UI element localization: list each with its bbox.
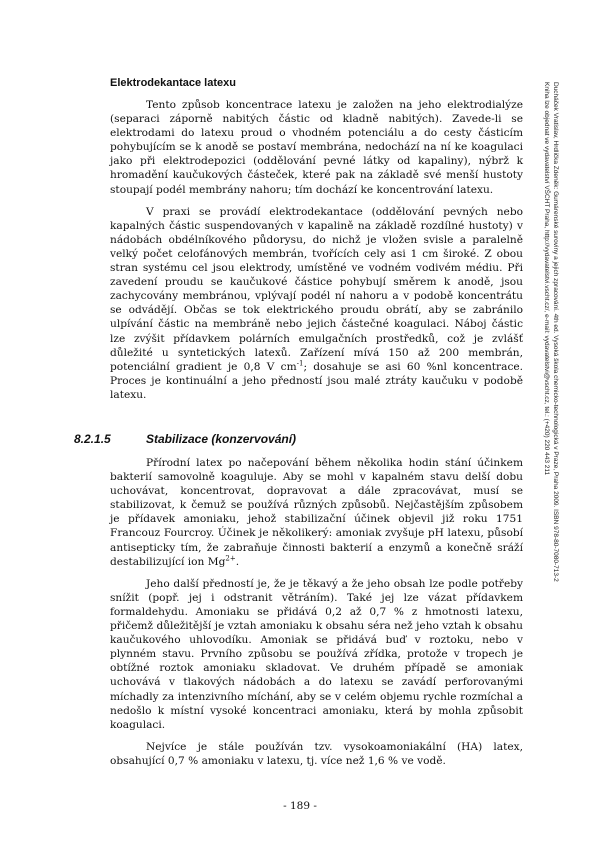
section-title: Stabilizace (konzervování) xyxy=(146,432,297,446)
paragraph-text: ; dosahuje se asi 60 %nl koncentrace. Proces je kontinuální a jeho předností jsou malé ztráty kaučuku v podobě latexu. xyxy=(110,360,524,401)
paragraph-text: V praxi se provádí elektrodekantace (oddělování pevných nebo kapalných částic suspendovaných v kapalině na základě rozdílné hustoty) v nádobách obdélníkového půdorysu, do nichž je vložen svisle a paralelně velký počet celofánových membrán, tvořících cely asi 1 cm široké. Z obou stran systému cel jsou elektrody, umístěné ve vodném vodivém médiu. Při zavedení proudu se kaučukové částice pohybují směrem k anodě, jsou zachycovány membránou, vplývají podél ní nahoru a v podobě koncentrátu se odvádějí. Občas se tok elektrického proudu obrátí, aby se zabránilo ulpívání částic na membráně nebo jejich částečné koagulaci. Náboj částic lze zvýšit přídavkem polárních emulgačních prostředků, což je zvlášť důležité u syntetických latexů. Zařízení mívá 150 až 200 membrán, potenciální gradient je 0,8 V cm xyxy=(110,205,523,373)
paragraph-stabilization-3: Nejvíce je stále používán tzv. vysokoamoniakální (HA) latex, obsahující 0,7 % amoniaku v latexu, tj. více než 1,6 % ve vodě. xyxy=(110,740,523,767)
section-electrodecantation xyxy=(110,76,523,410)
citation-text xyxy=(530,82,560,602)
citation-sidebar xyxy=(530,82,560,602)
superscript: 2+ xyxy=(225,554,236,563)
paragraph-text: Přírodní latex po načepování během několika hodin stání účinkem bakterií samovolně koaguluje. Aby se mohl v kapalném stavu delší dobu uchovávat, koncentrovat, dopravovat a dále zpracovávat, musí se stabilizovat, k čemuž se používá různých způsobů. Nejčastějším způsobem je přídavek amoniaku, jehož stabilizační účinek objevil již roku 1751 Francouz Fourcroy. Účinek je několikerý: amoniak zvyšuje pH latexu, působí antisepticky tím, že zabraňuje činnosti bakterií a enzymů a konečně sráží destabilizující ion Mg xyxy=(110,457,523,568)
section-heading-stabilization xyxy=(74,432,534,446)
paragraph-stabilization-2: Jeho další předností je, že je těkavý a že jeho obsah lze podle potřeby snížit (popř. jej i odstranit větráním). Také jej lze vázat přídavkem formaldehydu. Amoniaku se přidává 0,2 až 0,7 % z hmotnosti latexu, přičemž důležitější je vztah amoniaku k obsahu séra než jeho vztah k obsahu kaučukového uhlovodíku. Amoniak se přidává buď v roztoku, nebo v plynném stavu. Prvního způsobu se používá zřídka, protože v tropech je obtížné roztok amoniaku skladovat. Ve druhém případě se amoniak uchovává v tlakových nádobách a do latexu se zavádí perforovanými míchadly za intenzivního míchání, aby se v celém objemu rychle rozmíchal a nedošlo k místní vysoké koncentraci amoniaku, která by mohla způsobit koagulaci. xyxy=(110,577,523,731)
paragraph-text: . xyxy=(235,555,240,568)
page-number: - 189 - xyxy=(283,800,317,812)
section-title-electrodecantation: Elektrodekantace latexu xyxy=(110,77,236,89)
citation-line: Kniha lze objednat ve vydavatelství VŠCHT Praha, http://vydavatelstvi.vscht.cz/, e-mail: vydavatelstvi@vscht.cz, tel.: (+420) 220 443 211 xyxy=(543,82,550,476)
section-number: 8.2.1.5 xyxy=(74,432,111,446)
citation-line: Ducháček Vratislav, Hrdlička Zdeněk: Gumárenské suroviny a jejich zpracování. 4th ed. Vysoká škola chemicko-technologická v Praze, Praha 2009. ISBN 978-80-7080-713-2 xyxy=(552,82,559,582)
section-stabilization xyxy=(110,456,523,776)
paragraph-electrodecantation-2 xyxy=(110,205,523,402)
paragraph-stabilization-1 xyxy=(110,456,523,569)
superscript: -1 xyxy=(296,359,304,368)
paragraph-electrodecantation-1: Tento způsob koncentrace latexu je založen na jeho elektrodialýze (separaci záporně nabitých částic od kladně nabitých). Zavede-li se elektrodami do latexu proud o vhodném potenciálu a do cesty částicím pohybujícím se k anodě se postaví membrána, nedochází na ní ke koagulaci jako při elektrodepozici (oddělování pevné látky od kapaliny), nýbrž k hromadění kaučukových částeček, které pak na základě své menší hustoty stoupají podél membrány nahoru; tím dochází ke koncentrování latexu. xyxy=(110,99,523,196)
